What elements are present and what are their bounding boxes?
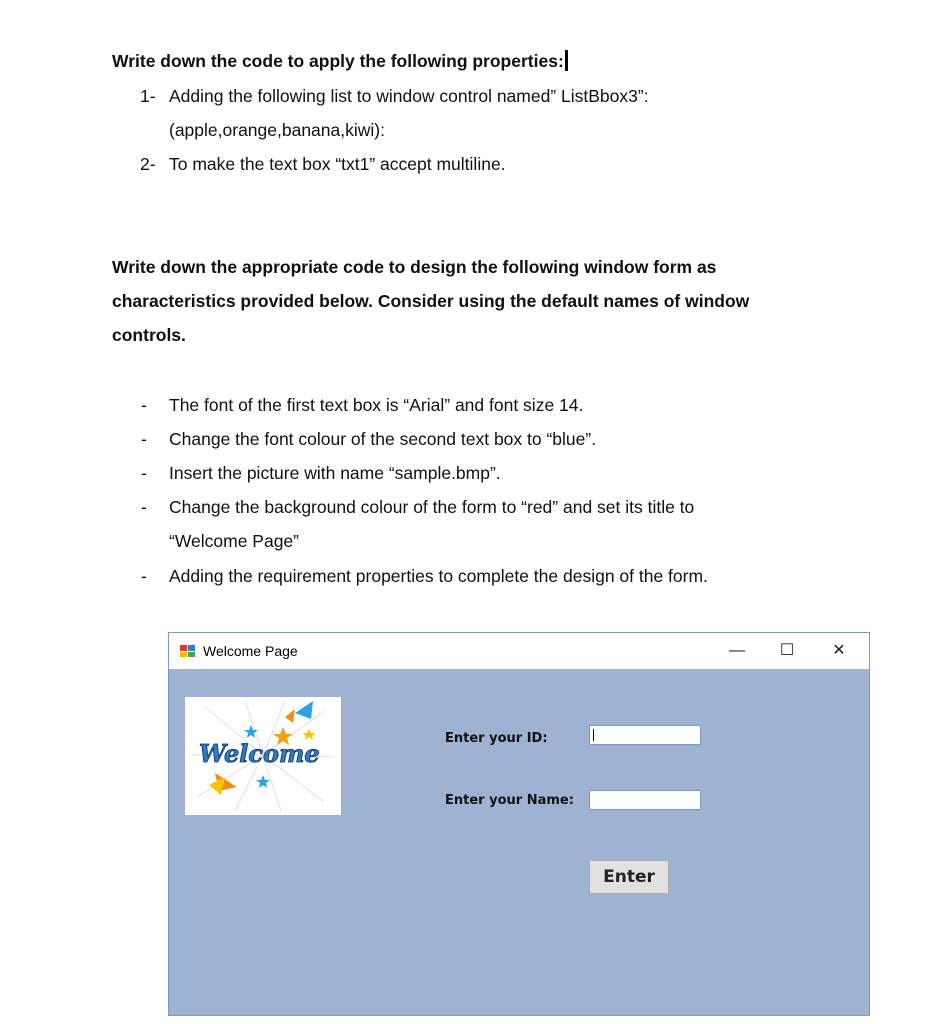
window-title: Welcome Page: [203, 643, 298, 659]
id-textbox[interactable]: [589, 725, 701, 745]
minimize-button[interactable]: —: [729, 642, 745, 659]
bullet-item-1: The font of the first text box is “Arial” and font size 14.: [169, 395, 584, 415]
window-titlebar[interactable]: [169, 633, 869, 669]
maximize-button[interactable]: ☐: [779, 642, 795, 659]
list-item-2-line-1: To make the text box “txt1” accept multiline.: [169, 154, 506, 174]
list-item-1-number: 1-: [140, 86, 156, 106]
welcome-picture-text: Welcome: [199, 739, 320, 768]
form-icon: [180, 644, 196, 658]
list-item-2-number: 2-: [140, 154, 156, 174]
form-client-area: [169, 669, 869, 1015]
label-enter-id: Enter your ID:: [445, 731, 548, 746]
bullet-item-3: Insert the picture with name “sample.bmp”.: [169, 463, 501, 483]
bullet-item-5: Adding the requirement properties to complete the design of the form.: [169, 566, 708, 586]
bullet-dash: -: [141, 463, 147, 483]
list-item-1-line-1: Adding the following list to window control named” ListBbox3”:: [169, 86, 649, 106]
enter-button[interactable]: Enter: [589, 860, 669, 894]
bullet-dash: -: [141, 395, 147, 415]
textbox-caret: [593, 729, 594, 741]
bullet-dash: -: [141, 429, 147, 449]
list-item-1-line-2: (apple,orange,banana,kiwi):: [169, 120, 385, 140]
section2-heading-line-3: controls.: [112, 325, 186, 345]
close-button[interactable]: ✕: [832, 642, 846, 659]
label-enter-name: Enter your Name:: [445, 793, 574, 808]
welcome-window: [168, 632, 870, 1016]
welcome-picture: [185, 697, 341, 815]
welcome-stars-graphic: [185, 697, 341, 815]
bullet-item-4: Change the background colour of the form to “red” and set its title to: [169, 497, 695, 517]
section2-heading-line-1: Write down the appropriate code to design the following window form as: [112, 257, 717, 277]
text-cursor: [565, 50, 568, 71]
bullet-item-4-continued: “Welcome Page”: [169, 531, 300, 551]
bullet-item-2: Change the font colour of the second text box to “blue”.: [169, 429, 597, 449]
name-textbox[interactable]: [589, 790, 701, 810]
section1-heading: Write down the code to apply the following properties:: [112, 50, 568, 72]
bullet-dash: -: [141, 497, 147, 517]
section2-heading-line-2: characteristics provided below. Consider using the default names of window: [112, 291, 750, 311]
bullet-dash: -: [141, 566, 147, 586]
